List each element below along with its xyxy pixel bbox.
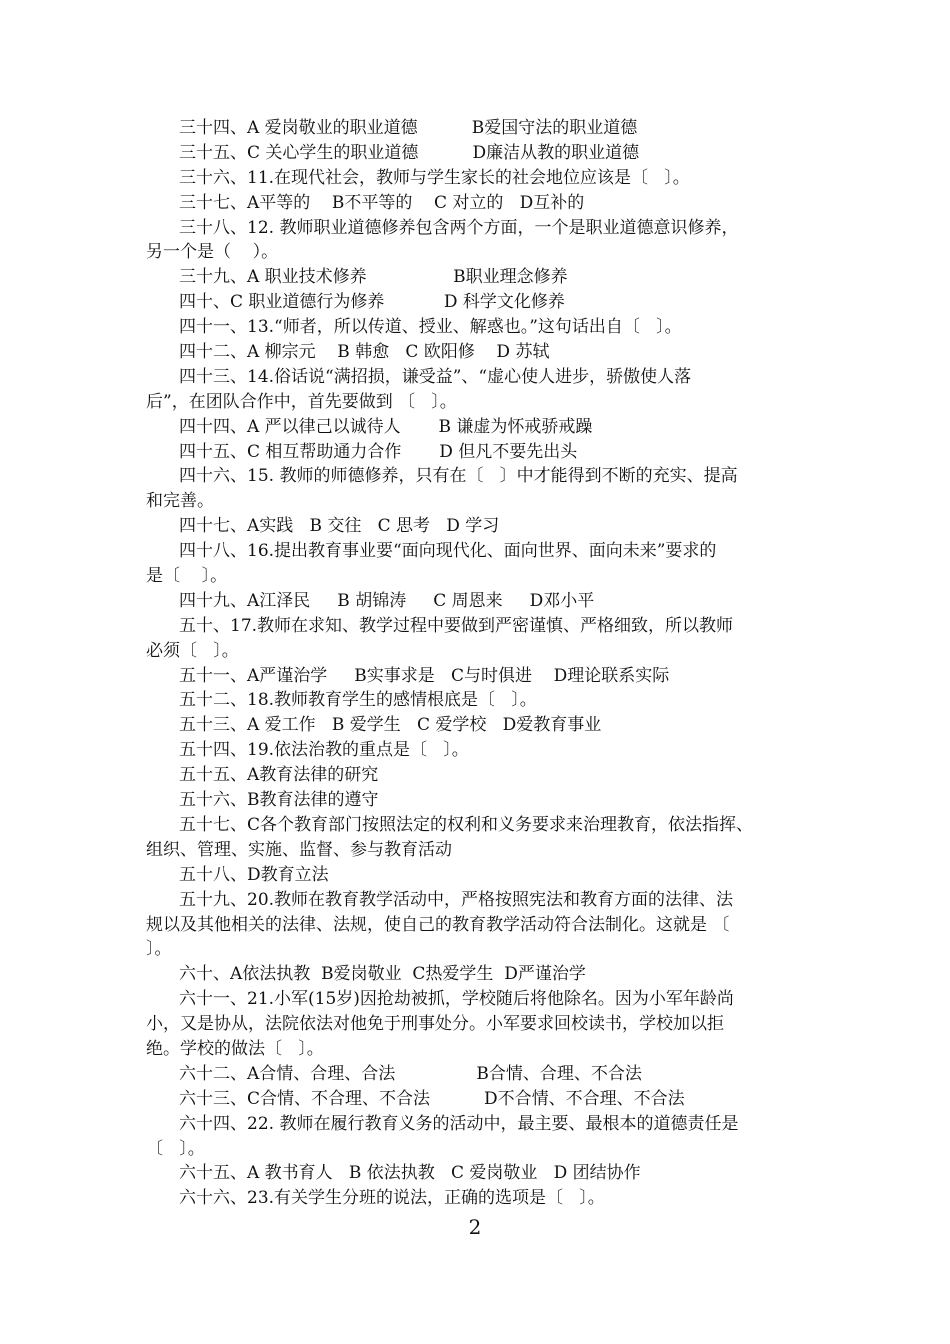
text-line: 六十五、A 教书育人 B 依法执教 C 爱岗敬业 D 团结协作 xyxy=(179,1163,641,1184)
text-line: 四十五、C 相互帮助通力合作 D 但凡不要先出头 xyxy=(179,441,578,462)
text-line: 是〔 〕。 xyxy=(146,566,228,587)
text-line: 四十六、15. 教师的师德修养，只有在〔 〕中才能得到不断的充实、提高 xyxy=(179,466,738,487)
text-line: 五十二、18.教师教育学生的感情根底是〔 〕。 xyxy=(179,690,537,711)
text-line: 规以及其他相关的法律、法规，使自己的教育教学活动符合法制化。这就是 〔 xyxy=(146,914,730,935)
text-line: 四十二、A 柳宗元 B 韩愈 C 欧阳修 D 苏轼 xyxy=(179,342,550,363)
text-line: 六十四、22. 教师在履行教育义务的活动中，最主要、最根本的道德责任是 xyxy=(179,1113,739,1134)
text-line: 绝。学校的做法〔 〕。 xyxy=(146,1038,324,1059)
text-line: 四十九、A江泽民 B 胡锦涛 C 周恩来 D邓小平 xyxy=(179,590,595,611)
text-line: 小，又是协从，法院依法对他免于刑事处分。小军要求回校读书，学校加以拒 xyxy=(146,1014,724,1035)
text-line: 五十、17.教师在求知、教学过程中要做到严密谨慎、严格细致，所以教师 xyxy=(179,615,734,636)
page-number: 2 xyxy=(468,1215,482,1239)
text-line: 五十四、19.依法治教的重点是〔 〕。 xyxy=(179,740,469,761)
text-line: 六十一、21.小军(15岁)因抢劫被抓，学校随后将他除名。因为小军年龄尚 xyxy=(179,989,734,1010)
text-line: 四十三、14.俗话说“满招损，谦受益”、“虚心使人进步，骄傲使人落 xyxy=(179,366,692,387)
text-line: 组织、管理、实施、监督、参与教育活动 xyxy=(146,839,452,860)
text-line: 三十八、12. 教师职业道德修养包含两个方面，一个是职业道德意识修养， xyxy=(179,217,739,238)
text-line: 〕。 xyxy=(146,939,172,960)
text-line: 另一个是（ ）。 xyxy=(146,242,279,263)
text-line: 〔 〕。 xyxy=(146,1138,205,1159)
text-line: 五十六、B教育法律的遵守 xyxy=(179,790,379,811)
text-line: 四十四、A 严以律己以诚待人 B 谦虚为怀戒骄戒躁 xyxy=(179,416,593,437)
text-line: 必须〔 〕。 xyxy=(146,640,239,661)
text-line: 四十八、16.提出教育事业要“面向现代化、面向世界、面向未来”要求的 xyxy=(179,541,717,562)
text-line: 四十、C 职业道德行为修养 D 科学文化修养 xyxy=(179,292,565,313)
text-line: 五十七、C各个教育部门按照法定的权利和义务要求来治理教育，依法指挥、 xyxy=(179,814,754,835)
text-line: 四十一、13.“师者，所以传道、授业、解惑也。”这句话出自〔 〕。 xyxy=(179,317,682,338)
text-line: 五十三、A 爱工作 B 爱学生 C 爱学校 D爱教育事业 xyxy=(179,715,602,736)
document-body xyxy=(146,116,814,1211)
text-line: 三十九、A 职业技术修养 B职业理念修养 xyxy=(179,267,568,288)
text-line: 六十三、C合情、不合理、不合法 D不合情、不合理、不合法 xyxy=(179,1088,685,1109)
text-line: 五十五、A教育法律的研究 xyxy=(179,765,379,786)
text-line: 五十九、20.教师在教育教学活动中，严格按照宪法和教育方面的法律、法 xyxy=(179,889,734,910)
text-line: 六十、A依法执教 B爱岗敬业 C热爱学生 D严谨治学 xyxy=(179,964,586,985)
text-line: 三十七、A平等的 B不平等的 C 对立的 D互补的 xyxy=(179,192,585,213)
text-line: 五十八、D教育立法 xyxy=(179,864,329,885)
text-line: 后”，在团队合作中，首先要做到 〔 〕。 xyxy=(146,391,457,412)
text-line: 三十四、A 爱岗敬业的职业道德 B爱国守法的职业道德 xyxy=(179,118,638,138)
text-line: 和完善。 xyxy=(146,491,214,512)
text-line: 四十七、A实践 B 交往 C 思考 D 学习 xyxy=(179,516,500,537)
text-line: 三十五、C 关心学生的职业道德 D廉洁从教的职业道德 xyxy=(179,142,640,163)
text-line: 六十六、23.有关学生分班的说法，正确的选项是〔 〕。 xyxy=(179,1188,605,1209)
text-line: 五十一、A严谨治学 B实事求是 C与时俱进 D理论联系实际 xyxy=(179,665,670,686)
text-line: 三十六、11.在现代社会，教师与学生家长的社会地位应该是〔 〕。 xyxy=(179,167,690,188)
text-line: 六十二、A合情、合理、合法 B合情、合理、不合法 xyxy=(179,1063,642,1084)
